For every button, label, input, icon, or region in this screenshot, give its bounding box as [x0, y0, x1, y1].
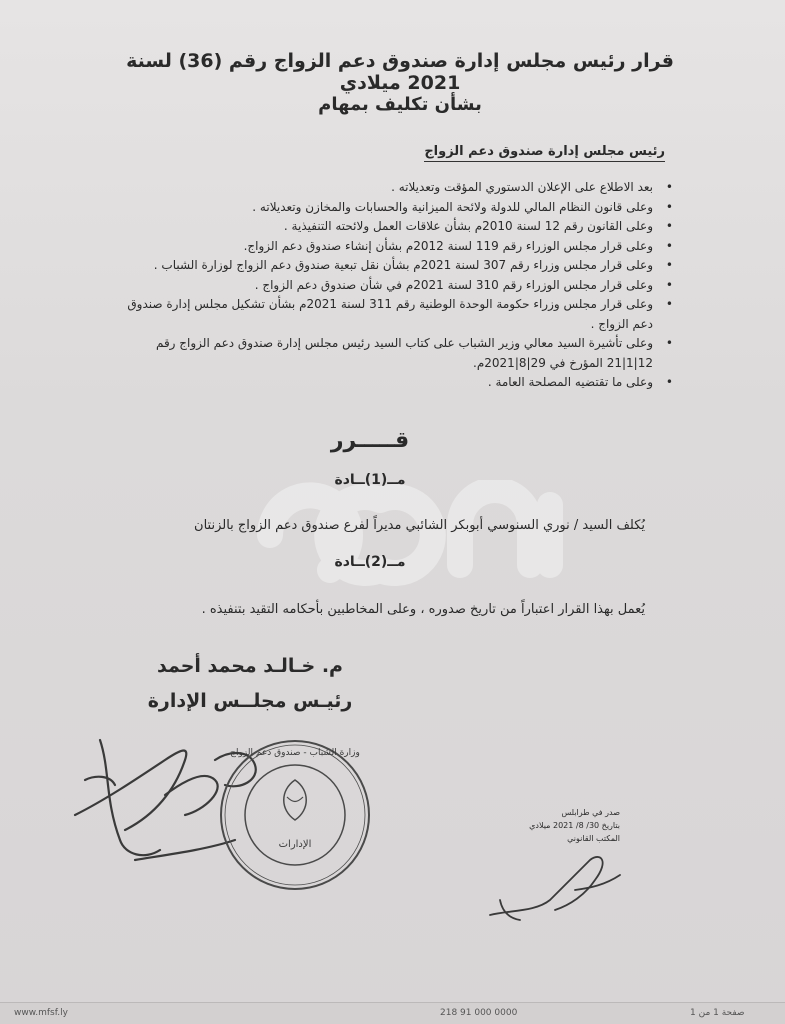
- addressee-heading: رئيس مجلس إدارة صندوق دعم الزواج: [424, 144, 665, 162]
- article-1-text: يُكلف السيد / نوري السنوسي أبوبكر الشائبي مديراً لفرع صندوق دعم الزواج بالزنتان: [194, 518, 645, 533]
- stamp-ring-text: وزارة الشباب - صندوق دعم الزواج: [230, 748, 360, 758]
- signatory-name: م. خـالـد محمد أحمد: [156, 655, 343, 677]
- consideration-item: • وعلى القانون رقم 12 لسنة 2010م بشأن علاقات العمل ولائحته التنفيذية .: [110, 217, 657, 237]
- footer-phone: 218 91 000 0000: [440, 1008, 518, 1018]
- article-2-label: مــ(2)ــادة: [334, 554, 406, 570]
- consideration-item: • وعلى قانون النظام المالي للدولة ولائحة الميزانية والحسابات والمخازن وتعديلاته .: [110, 198, 657, 218]
- issuance-place: صدر في طرابلس: [561, 808, 620, 817]
- consideration-item: • وعلى قرار مجلس الوزراء رقم 119 لسنة 2012م بشأن إنشاء صندوق دعم الزواج.: [110, 237, 657, 257]
- issuance-office: المكتب القانوني: [567, 834, 620, 843]
- signatory-title: رئيـس مجلــس الإدارة: [147, 690, 353, 712]
- consideration-item: • بعد الاطلاع على الإعلان الدستوري المؤقت وتعديلاته .: [110, 178, 657, 198]
- article-2-text: يُعمل بهذا القرار اعتباراً من تاريخ صدوره ، وعلى المخاطبين بأحكامه التقيد بتنفيذه .: [201, 602, 645, 617]
- consideration-item: • وعلى قرار مجلس الوزراء رقم 310 لسنة 2021م في شأن صندوق دعم الزواج .: [110, 276, 657, 296]
- stamp-center-text: الإدارات: [278, 839, 312, 850]
- decision-heading: قـــــرر: [330, 428, 410, 453]
- consideration-item: • وعلى ما تقتضيه المصلحة العامة .: [110, 373, 657, 393]
- decision-subject: بشأن تكليف بمهام: [318, 94, 482, 115]
- footer-website: www.mfsf.ly: [14, 1008, 68, 1018]
- considerations-list: [110, 178, 675, 393]
- page-footer: [0, 1002, 785, 1024]
- consideration-item: • وعلى قرار مجلس وزراء حكومة الوحدة الوطنية رقم 311 لسنة 2021م بشأن تشكيل مجلس إدارة صندوق دعم الزواج .: [110, 295, 657, 334]
- initials-signature: [480, 840, 630, 930]
- article-1-label: مــ(1)ــادة: [334, 472, 406, 488]
- footer-page-label: صفحة 1 من 1: [690, 1008, 745, 1018]
- consideration-item: • وعلى تأشيرة السيد معالي وزير الشباب على كتاب السيد رئيس مجلس إدارة صندوق دعم الزواج رقم 12|1|21 المؤرخ في 29|8|2021م.: [110, 334, 657, 373]
- issuance-date: بتاريخ 30/ 8/ 2021 ميلادي: [529, 821, 620, 830]
- watermark-logo: [230, 480, 610, 590]
- official-stamp: [215, 735, 375, 895]
- decision-title: قرار رئيس مجلس إدارة صندوق دعم الزواج رقم (36) لسنة 2021 ميلادي: [126, 50, 674, 94]
- consideration-item: • وعلى قرار مجلس وزراء رقم 307 لسنة 2021م بشأن نقل تبعية صندوق دعم الزواج لوزارة الشباب .: [110, 256, 657, 276]
